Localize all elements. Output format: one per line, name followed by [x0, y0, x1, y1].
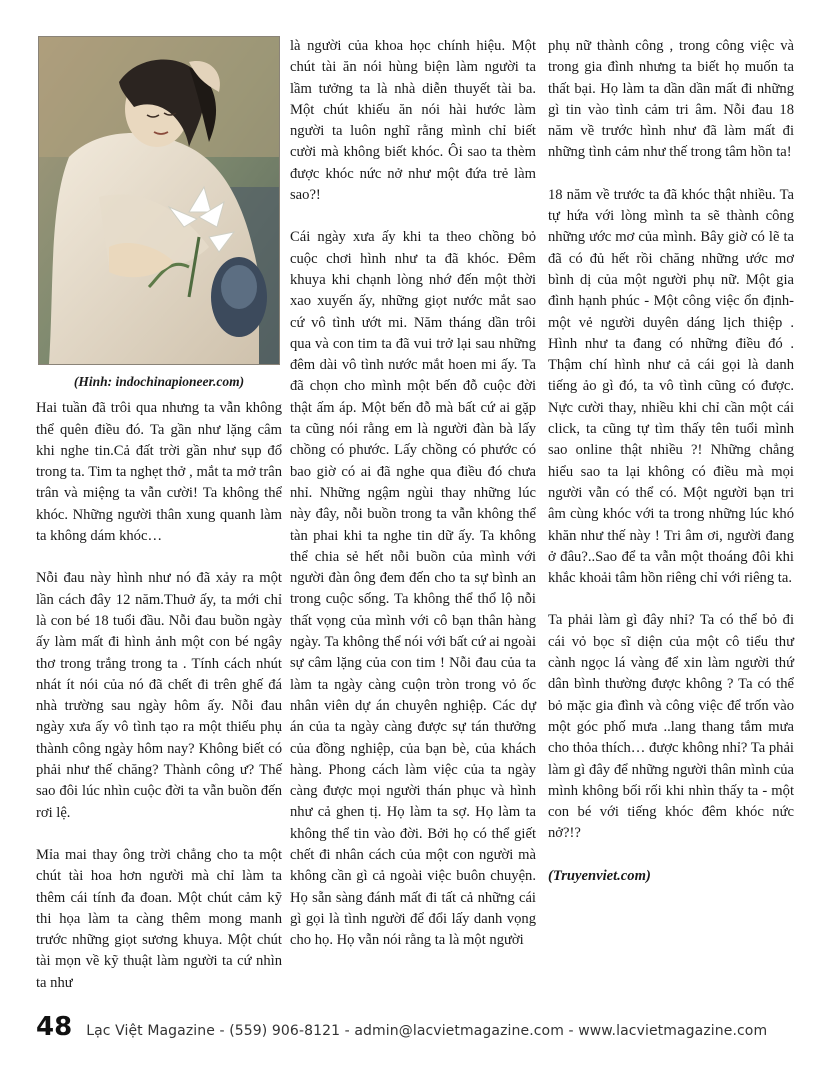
source-credit: (Truyenviet.com) — [548, 867, 651, 884]
paragraph: Hai tuần đã trôi qua nhưng ta vẫn không thể quên điều đó. Ta gần như lặng câm khi nghe tin.Cả đất trời gần như sụp đổ trong ta. Tim ta nghẹt thở , mắt ta mở trân trân và miệng ta vẫn cười! Ta không thể khóc. Những người thân xung quanh làm ta không dám khóc… — [36, 400, 282, 545]
paragraph: Cái ngày xưa ấy khi ta theo chồng bỏ cuộc chơi hình như ta đã khóc. Đêm khuya khi chạnh lòng nhớ đến một thời xao xuyến ấy, những giọt nước mắt sao cứ vô tình ướt mi. Năm tháng dần trôi qua và con tim ta đã vui trở lại sau những đêm dài vô tình nước mắt hoen mi ấy. Ta đã chọn cho mình một bến đỗ cuộc đời thật ấm áp. Một bến đỗ mà bất cứ ai gặp ta cũng nói rằng em là người đàn bà lấy chồng có phước. Lấy chồng có phước có bao giờ có ai đã nghe qua điều đó chưa nhỉ. Những ngậm ngùi thay những lúc này đây, nỗi buồn trong ta vẫn không thể tàn phai khi ta nghe tin dữ ấy. Ta không thể chia sẻ hết nỗi buồn của mình với người đàn ông đem đến cho ta sự bình an trong cuộc sống. Ta không thể thổ lộ nỗi thất vọng của mình với cô bạn thân hàng ngày. Ta không thể nói với bất cứ ai ngoài sự câm lặng của con tim ! Nỗi đau của ta làm ta ngày càng cuộn tròn trong vỏ ốc nhân viên dự án chuyên nghiệp. Các dự án của ta ngày càng được sự tán thưởng của đồng nghiệp, của bạn bè, của khách hàng. Phong cách làm việc của ta ngày càng được mọi người thán phục và hình như cả ghen tị. Họ làm ta sợ. Họ làm ta không thể tin vào đời. Bởi họ có thể giết chết đi nhân cách của một con người mà không cần gì cả ngoài việc buôn chuyện. Họ sẵn sàng đánh mất đi tất cả những cái gì gọi là tình người để đổi lấy danh vọng cho họ. Họ vẫn nói rằng ta là một người — [290, 229, 536, 949]
paragraph: Mỉa mai thay ông trời chẳng cho ta một chút tài hoa hơn người mà chỉ làm ta thêm cái tính đa đoan. Một chút cảm kỹ thi họa làm ta càng thêm mong manh trước những giọt sương khuya. Một chút tài mọn về kỹ thuật làm người ta cứ nhìn ta như — [36, 846, 282, 991]
article-column-1 — [36, 36, 282, 1015]
paragraph: là người của khoa học chính hiệu. Một chút tài ăn nói hùng biện làm người ta lầm tưởng ta là nhà diễn thuyết tài ba. Một chút khiếu ăn nói hài hước làm người ta luôn nghĩ rằng mình chỉ biết cười mà không biết khóc. Ôi sao ta thèm được khóc nức nở như một đứa trẻ làm sao?! — [290, 38, 536, 204]
footer-contact: Lạc Việt Magazine - (559) 906-8121 - admin@lacvietmagazine.com - www.lacvietmagazine.com — [86, 1023, 768, 1039]
paragraph: Nỗi đau này hình như nó đã xảy ra một lần cách đây 12 năm.Thuở ấy, ta mới chỉ là con bé 18 tuổi đầu. Nỗi đau buồn ngày ấy làm mất đi hình ảnh một con bé ngây thơ trong trắng trong ta . Tính cách nhút nhát ít nói của nó đã chết đi trên ghế đá nhà trường sau ngày hôm ấy. Nỗi đau ngày xưa ấy vô tình tạo ra một thiếu phụ thành công ngày hôm nay? Không biết có phải như thế chăng? Thành công ư? Thế sao đôi lúc nhìn cuộc đời ta vẫn buồn đến rơi lệ. — [36, 570, 282, 821]
page-footer — [36, 1012, 789, 1042]
page-number: 48 — [36, 1012, 73, 1042]
figure-caption: (Hinh: indochinapioneer.com) — [73, 374, 245, 389]
woman-painting-image — [39, 37, 279, 364]
article-illustration — [38, 36, 280, 365]
paragraph: phụ nữ thành công , trong công việc và trong gia đình nhưng ta biết họ muốn ta thất bại. Họ làm ta dần dần mất đi những gì tin vào tình cảm tri âm. Nỗi đau 18 năm về trước hình như đã làm mất đi những tình cảm như thế trong tâm hồn ta! — [548, 38, 794, 161]
paragraph: 18 năm về trước ta đã khóc thật nhiều. Ta tự hứa với lòng mình ta sẽ thành công những ước mơ của mình. Bây giờ có lẽ ta đã có đủ hết rồi chăng những ước mơ bình dị của một người phụ nữ. Một gia đình hạnh phúc - Một công việc ổn định- một vẻ người duyên dáng lịch thiệp . Hình như ta đang có những điều đó . Thậm chí hình như cả cái gọi là danh tiếng ảo gì đó, ta vô tình cũng có được. Nực cười thay, nhiều khi chỉ cần một cái click, ta cũng tự tìm thấy tên tuổi mình sao online thật nhiều ?! Những chẳng hiểu sao ta lại không có điều mà mọi người vẫn có thể có. Một người bạn tri âm cùng khóc với ta trong những lúc khó khăn như thế này ! Tri âm ơi, người đang ở đâu?..Sao để ta vẫn một thoáng đôi khi khắc khoải tâm hồn riêng chỉ với riêng ta. — [548, 186, 794, 587]
article-column-3 — [548, 36, 794, 908]
paragraph: Ta phải làm gì đây nhỉ? Ta có thể bỏ đi cái vỏ bọc sĩ diện của một cô tiểu thư cành ngọc lá vàng để xin làm người thứ dân bình thường được không ? Ta có thể bỏ mặc gia đình và công việc để trốn vào một góc phố mưa ..lang thang tắm mưa cho thỏa thích… được không nhỉ? Ta phải làm gì đây để những người thân mình của mình không bối rối khi nhìn thấy ta - một con bé với tiếng khóc đêm khóc nức nở?!? — [548, 612, 794, 842]
article-column-2 — [290, 36, 536, 972]
